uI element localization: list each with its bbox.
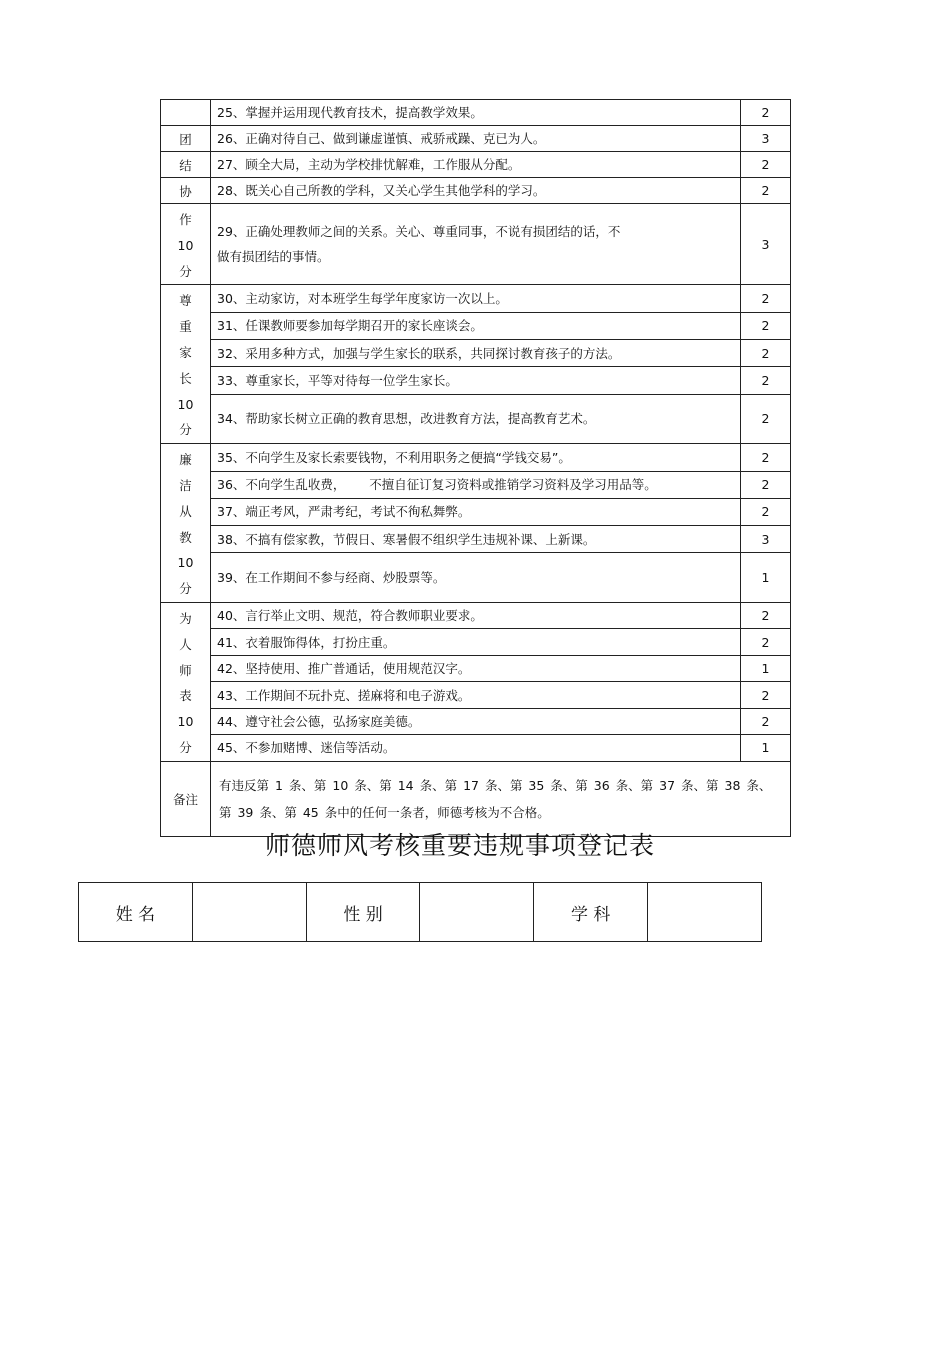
gender-field[interactable] bbox=[420, 883, 534, 942]
criterion-text: 33、尊重家长，平等对待每一位学生家长。 bbox=[211, 367, 741, 394]
score-cell: 2 bbox=[741, 708, 791, 734]
criterion-text: 26、正确对待自己、做到谦虚谨慎、戒骄戒躁、克已为人。 bbox=[211, 126, 741, 152]
criterion-text: 38、不搞有偿家教，节假日、寒暑假不组织学生违规补课、上新课。 bbox=[211, 526, 741, 553]
criterion-text: 41、衣着服饰得体，打扮庄重。 bbox=[211, 629, 741, 655]
subject-label: 学 科 bbox=[534, 883, 648, 942]
category-char: 从 bbox=[179, 503, 192, 519]
subject-field[interactable] bbox=[648, 883, 762, 942]
gender-label: 性 别 bbox=[306, 883, 420, 942]
category-char: 10 bbox=[177, 396, 194, 412]
category-char: 尊 bbox=[179, 293, 192, 309]
form-title: 师德师风考核重要违规事项登记表 bbox=[264, 831, 655, 860]
table-row bbox=[161, 655, 791, 681]
category-cell: 结 bbox=[161, 152, 211, 178]
category-char: 人 bbox=[179, 636, 192, 652]
score-cell: 1 bbox=[741, 735, 791, 762]
score-cell: 2 bbox=[741, 682, 791, 708]
table-row bbox=[161, 526, 791, 553]
table-row bbox=[161, 553, 791, 602]
category-char: 分 bbox=[179, 739, 192, 755]
table-row bbox=[161, 312, 791, 339]
remark-text: 有违反第 1 条、第 10 条、第 14 条、第 17 条、第 35 条、第 36 条、第 37 条、第 38 条、第 39 条、第 45 条中的任何一条者，师德考核为不合格。 bbox=[211, 761, 791, 836]
category-cell bbox=[161, 100, 211, 126]
score-cell: 2 bbox=[741, 444, 791, 471]
category-char: 重 bbox=[179, 319, 192, 335]
score-cell: 1 bbox=[741, 655, 791, 681]
table-row bbox=[161, 285, 791, 312]
category-char: 家 bbox=[179, 344, 192, 360]
score-cell: 2 bbox=[741, 340, 791, 367]
criterion-text: 40、言行举止文明、规范，符合教师职业要求。 bbox=[211, 602, 741, 628]
name-label: 姓 名 bbox=[79, 883, 193, 942]
category-cell: 协 bbox=[161, 178, 211, 204]
remark-label: 备注 bbox=[161, 761, 211, 836]
category-char: 10 bbox=[177, 714, 194, 730]
criterion-text: 25、掌握并运用现代教育技术，提高教学效果。 bbox=[211, 100, 741, 126]
table-row bbox=[161, 126, 791, 152]
table-row bbox=[161, 100, 791, 126]
category-char: 10 bbox=[177, 555, 194, 571]
criterion-text: 44、遵守社会公德，弘扬家庭美德。 bbox=[211, 708, 741, 734]
table-row bbox=[161, 629, 791, 655]
score-cell: 2 bbox=[741, 629, 791, 655]
criterion-text: 28、既关心自己所教的学科，又关心学生其他学科的学习。 bbox=[211, 178, 741, 204]
table-row bbox=[161, 682, 791, 708]
table-row bbox=[161, 735, 791, 762]
criterion-text: 27、顾全大局，主动为学校排忧解难，工作服从分配。 bbox=[211, 152, 741, 178]
category-char: 长 bbox=[179, 370, 192, 386]
category-char: 分 bbox=[179, 422, 192, 438]
table-row bbox=[161, 394, 791, 443]
registration-form-table bbox=[78, 882, 762, 942]
table-row bbox=[161, 708, 791, 734]
score-cell: 1 bbox=[741, 553, 791, 602]
score-cell: 2 bbox=[741, 602, 791, 628]
category-char: 洁 bbox=[179, 477, 192, 493]
category-cell-respect-parents bbox=[161, 285, 211, 444]
score-cell: 2 bbox=[741, 152, 791, 178]
category-char: 表 bbox=[179, 688, 192, 704]
table-row bbox=[161, 367, 791, 394]
score-cell: 2 bbox=[741, 100, 791, 126]
score-cell: 2 bbox=[741, 367, 791, 394]
table-row bbox=[161, 498, 791, 525]
name-field[interactable] bbox=[192, 883, 306, 942]
score-cell: 3 bbox=[741, 126, 791, 152]
category-char: 10 bbox=[177, 237, 194, 253]
category-cell: 团 bbox=[161, 126, 211, 152]
score-cell: 3 bbox=[741, 526, 791, 553]
score-cell: 3 bbox=[741, 204, 791, 285]
criterion-text: 36、不向学生乱收费， 不擅自征订复习资料或推销学习资料及学习用品等。 bbox=[211, 471, 741, 498]
criterion-text: 37、端正考风，严肃考纪，考试不徇私舞弊。 bbox=[211, 498, 741, 525]
category-char: 为 bbox=[179, 610, 192, 626]
criterion-text: 34、帮助家长树立正确的教育思想，改进教育方法，提高教育艺术。 bbox=[211, 394, 741, 443]
remark-row bbox=[161, 761, 791, 836]
category-char: 教 bbox=[179, 529, 192, 545]
score-cell: 2 bbox=[741, 498, 791, 525]
category-char: 廉 bbox=[179, 452, 192, 468]
table-row bbox=[161, 340, 791, 367]
criterion-text: 31、任课教师要参加每学期召开的家长座谈会。 bbox=[211, 312, 741, 339]
score-cell: 2 bbox=[741, 471, 791, 498]
criterion-text: 43、工作期间不玩扑克、搓麻将和电子游戏。 bbox=[211, 682, 741, 708]
criterion-text: 35、不向学生及家长索要钱物，不利用职务之便搞“学钱交易”。 bbox=[211, 444, 741, 471]
table-row bbox=[161, 444, 791, 471]
table-row bbox=[161, 152, 791, 178]
score-cell: 2 bbox=[741, 394, 791, 443]
table-row bbox=[161, 178, 791, 204]
criterion-text: 42、坚持使用、推广普通话，使用规范汉字。 bbox=[211, 655, 741, 681]
evaluation-criteria-table bbox=[160, 99, 791, 837]
score-cell: 2 bbox=[741, 285, 791, 312]
score-cell: 2 bbox=[741, 312, 791, 339]
table-row bbox=[161, 204, 791, 285]
category-char: 分 bbox=[179, 263, 192, 279]
criterion-text: 29、正确处理教师之间的关系。关心、尊重同事，不说有损团结的话，不 做有损团结的事情。 bbox=[211, 204, 741, 285]
category-cell-integrity bbox=[161, 444, 211, 603]
criterion-text: 39、在工作期间不参与经商、炒股票等。 bbox=[211, 553, 741, 602]
criterion-text: 32、采用多种方式，加强与学生家长的联系，共同探讨教育孩子的方法。 bbox=[211, 340, 741, 367]
category-char: 作 bbox=[179, 212, 192, 227]
category-cell bbox=[161, 204, 211, 285]
criterion-text: 45、不参加赌博、迷信等活动。 bbox=[211, 735, 741, 762]
category-cell-role-model bbox=[161, 602, 211, 761]
score-cell: 2 bbox=[741, 178, 791, 204]
table-row bbox=[161, 471, 791, 498]
category-char: 分 bbox=[179, 581, 192, 597]
criterion-text: 30、主动家访，对本班学生每学年度家访一次以上。 bbox=[211, 285, 741, 312]
table-row bbox=[161, 602, 791, 628]
category-char: 师 bbox=[179, 662, 192, 678]
